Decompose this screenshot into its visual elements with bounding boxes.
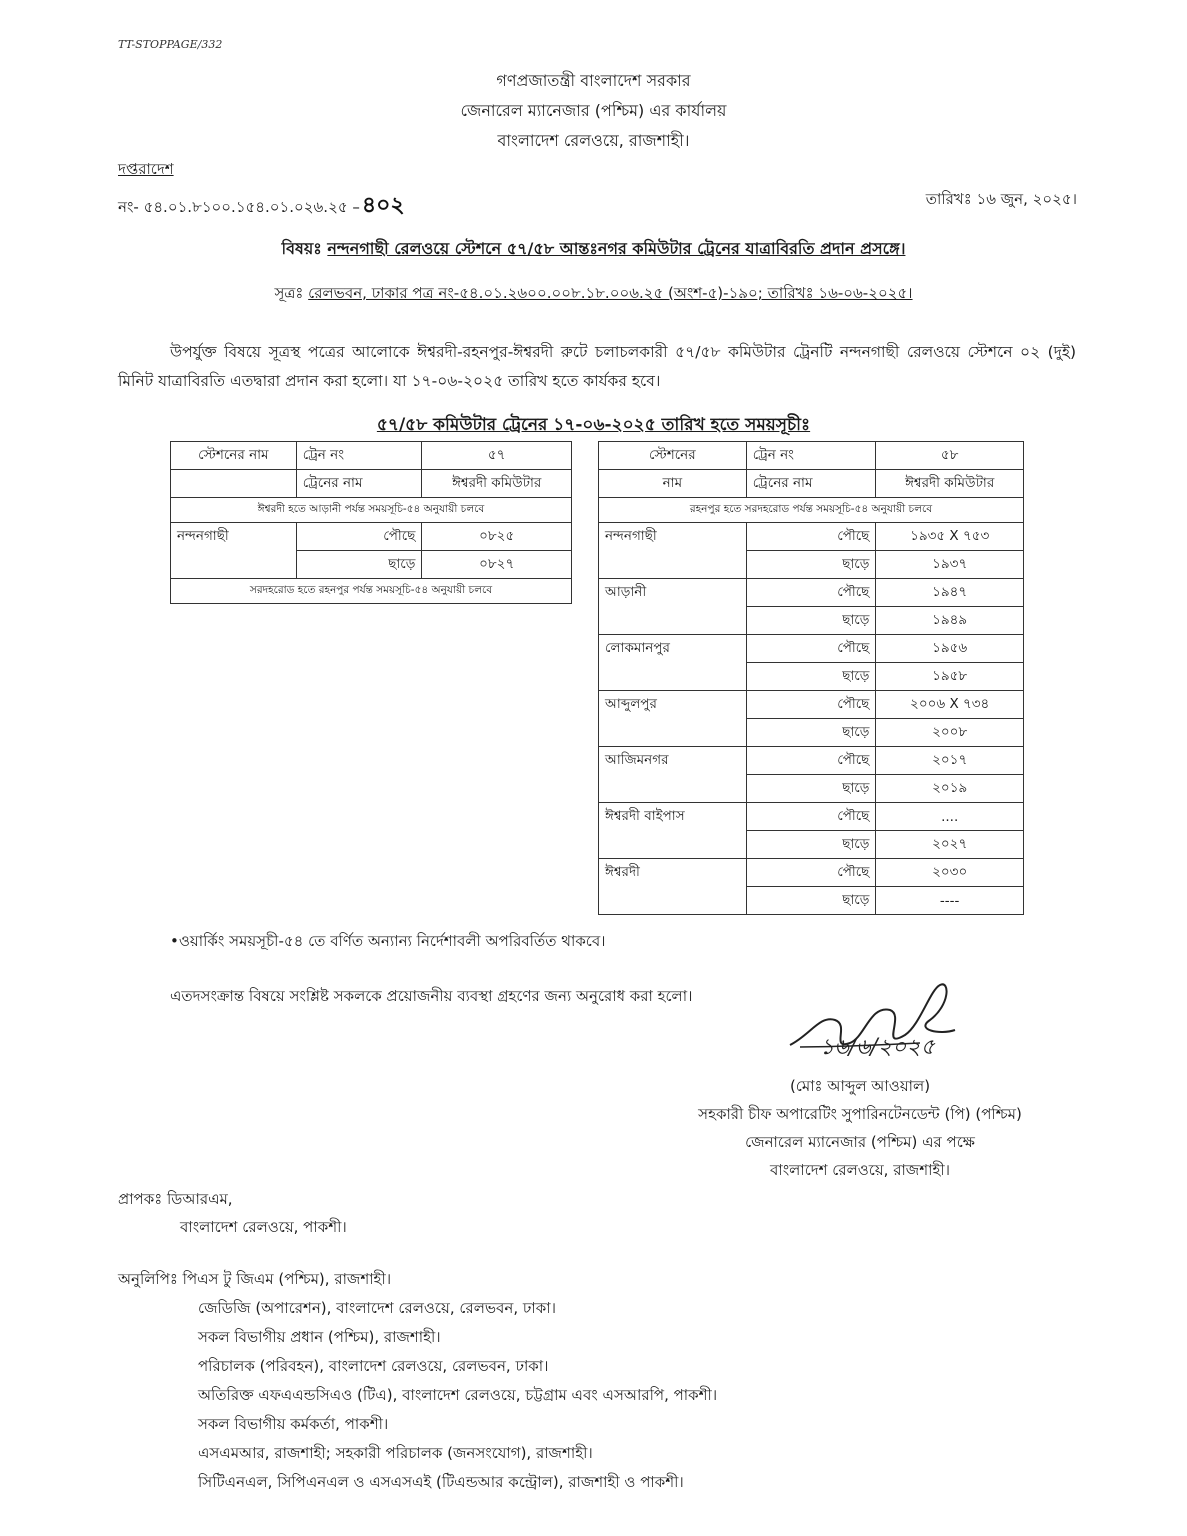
signature-date: ১৬/৬/২০২৫ (820, 1035, 935, 1060)
table-row (599, 523, 1024, 551)
arrival-time: ১৯৪৭ (876, 579, 1024, 607)
copy-to-first: অনুলিপিঃ পিএস টু জিএম (পশ্চিম), রাজশাহী। (118, 1270, 392, 1288)
departure-time: ২০০৮ (876, 719, 1024, 747)
header-office: জেনারেল ম্যানেজার (পশ্চিম) এর কার্যালয় (460, 101, 727, 120)
copy-to-line: সকল বিভাগীয় কর্মকর্তা, পাকশী। (198, 1415, 389, 1433)
copy-to-line: অতিরিক্ত এফএএন্ডসিএও (টিএ), বাংলাদেশ রেলওয়ে, চট্টগ্রাম এবং এসআরপি, পাকশী। (198, 1386, 718, 1404)
empty-cell (171, 470, 297, 498)
source-text: রেলভবন, ঢাকার পত্র নং-৫৪.০১.২৬০০.০০৮.১৮.০০৬.২৫ (অংশ-৫)-১৯০; তারিখঃ ১৬-০৬-২০২৫। (308, 284, 913, 302)
arrival-label: পৌছে (296, 523, 422, 551)
train-name-value: ঈশ্বরদী কমিউটার (876, 470, 1024, 498)
train-57-schedule-table (170, 441, 572, 604)
arrival-time: ১৯৩৫ X ৭৫৩ (876, 523, 1024, 551)
arrival-time: ০৮২৫ (422, 523, 572, 551)
arrival-label: পৌছে (746, 635, 876, 663)
table-row (599, 691, 1024, 719)
recipient-address: বাংলাদেশ রেলওয়ে, পাকশী। (180, 1218, 347, 1236)
table-row (599, 470, 1024, 498)
source-label: সূত্রঃ (274, 284, 304, 302)
station-name: আজিমনগর (599, 747, 747, 775)
train-no-value: ৫৮ (876, 442, 1024, 470)
table-row (599, 831, 1024, 859)
station-name: আব্দুলপুর (599, 691, 747, 719)
empty-cell (599, 719, 747, 747)
empty-cell (599, 663, 747, 691)
recipient-label: প্রাপকঃ ডিআরএম, (118, 1190, 233, 1208)
signer-organization: বাংলাদেশ রেলওয়ে, রাজশাহী। (770, 1161, 950, 1179)
route-note-top: ঈশ্বরদী হতে আড়ানী পর্যন্ত সময়সূচি-৫৪ অনুযায়ী চলবে (171, 498, 572, 523)
empty-cell (599, 551, 747, 579)
table-row (171, 579, 572, 604)
arrival-time: ২০০৬ X ৭৩৪ (876, 691, 1024, 719)
departure-time: ---- (876, 887, 1024, 915)
departure-label: ছাড়ে (746, 775, 876, 803)
table-row (599, 635, 1024, 663)
signer-title: সহকারী চীফ অপারেটিং সুপারিনটেনডেন্ট (পি) (পশ্চিম) (698, 1105, 1022, 1123)
header-train-no: ট্রেন নং (746, 442, 876, 470)
route-note-bottom: সরদহরোড হতে রহনপুর পর্যন্ত সময়সূচি-৫৪ অনুযায়ী চলবে (171, 579, 572, 604)
station-name: নন্দনগাছী (599, 523, 747, 551)
header-train-name: ট্রেনের নাম (296, 470, 422, 498)
train-name-value: ঈশ্বরদী কমিউটার (422, 470, 572, 498)
document-reference-code: TT-STOPPAGE/332 (118, 38, 223, 51)
working-schedule-note: •ওয়ার্কিং সময়সূচী-৫৪ তে বর্ণিত অন্যান্য নির্দেশাবলী অপরিবর্তিত থাকবে। (170, 932, 606, 950)
arrival-time: .... (876, 803, 1024, 831)
departure-label: ছাড়ে (746, 719, 876, 747)
source-reference (0, 282, 1187, 307)
table-row (171, 442, 572, 470)
table-row (599, 579, 1024, 607)
departure-label: ছাড়ে (746, 607, 876, 635)
station-name: নন্দনগাছী (171, 523, 297, 551)
departure-label: ছাড়ে (296, 551, 422, 579)
table-row (599, 498, 1024, 523)
memo-number-text: নং- ৫৪.০১.৮১০০.১৫৪.০১.০২৬.২৫ – (118, 198, 360, 216)
arrival-label: পৌছে (746, 523, 876, 551)
copy-to-line: জেডিজি (অপারেশন), বাংলাদেশ রেলওয়ে, রেলভবন, ঢাকা। (198, 1299, 556, 1317)
memo-number-handwritten: ৪০২ (361, 193, 405, 218)
arrival-label: পৌছে (746, 747, 876, 775)
table-row (599, 747, 1024, 775)
arrival-time: ১৯৫৬ (876, 635, 1024, 663)
empty-cell (171, 551, 297, 579)
table-row (599, 663, 1024, 691)
table-row (171, 498, 572, 523)
table-row (171, 523, 572, 551)
table-row (599, 442, 1024, 470)
header-station-name: স্টেশনের (599, 442, 747, 470)
office-order-label: দপ্তরাদেশ (118, 160, 174, 178)
departure-label: ছাড়ে (746, 551, 876, 579)
arrival-time: ২০৩০ (876, 859, 1024, 887)
table-row (599, 859, 1024, 887)
copy-to-line: পরিচালক (পরিবহন), বাংলাদেশ রেলওয়ে, রেলভবন, ঢাকা। (198, 1357, 549, 1375)
arrival-label: পৌছে (746, 803, 876, 831)
request-line: এতদসংক্রান্ত বিষয়ে সংশ্লিষ্ট সকলকে প্রয়োজনীয় ব্যবস্থা গ্রহণের জন্য অনুরোধ করা হলো। (170, 987, 693, 1005)
arrival-time: ২০১৭ (876, 747, 1024, 775)
subject-text: নন্দনগাছী রেলওয়ে স্টেশনে ৫৭/৫৮ আন্তঃনগর কমিউটার ট্রেনের যাত্রাবিরতি প্রদান প্রসঙ্গে। (327, 239, 906, 258)
header-government: গণপ্রজাতন্ত্রী বাংলাদেশ সরকার (496, 71, 691, 90)
table-row (171, 470, 572, 498)
station-name: লোকমানপুর (599, 635, 747, 663)
departure-time: ১৯৩৭ (876, 551, 1024, 579)
copy-to-line: এসএমআর, রাজশাহী; সহকারী পরিচালক (জনসংযোগ), রাজশাহী। (198, 1444, 593, 1462)
station-name: আড়ানী (599, 579, 747, 607)
arrival-label: পৌছে (746, 691, 876, 719)
empty-cell (599, 607, 747, 635)
signer-on-behalf: জেনারেল ম্যানেজার (পশ্চিম) এর পক্ষে (745, 1133, 975, 1151)
route-note-top: রহনপুর হতে সরদহরোড পর্যন্ত সময়সূচি-৫৪ অনুযায়ী চলবে (599, 498, 1024, 523)
table-row (599, 887, 1024, 915)
subject-line (0, 236, 1187, 263)
empty-cell (599, 887, 747, 915)
table-row (171, 551, 572, 579)
train-no-value: ৫৭ (422, 442, 572, 470)
table-row (599, 607, 1024, 635)
station-name: ঈশ্বরদী (599, 859, 747, 887)
header-train-name: ট্রেনের নাম (746, 470, 876, 498)
table-row (599, 719, 1024, 747)
departure-time: ২০১৯ (876, 775, 1024, 803)
header-organization: বাংলাদেশ রেলওয়ে, রাজশাহী। (497, 131, 690, 150)
copy-to-line: সিটিএনএল, সিপিএনএল ও এসএসএই (টিএন্ডআর কন্ট্রোল), রাজশাহী ও পাকশী। (198, 1473, 684, 1491)
table-row (599, 551, 1024, 579)
empty-cell (599, 831, 747, 859)
empty-cell (599, 775, 747, 803)
departure-label: ছাড়ে (746, 663, 876, 691)
signer-name: (মোঃ আব্দুল আওয়াল) (789, 1077, 931, 1095)
departure-label: ছাড়ে (746, 831, 876, 859)
arrival-label: পৌছে (746, 579, 876, 607)
subject-label: বিষয়ঃ (281, 239, 322, 258)
memo-date: তারিখঃ ১৬ জুন, ২০২৫। (925, 190, 1077, 208)
table-row (599, 775, 1024, 803)
departure-time: ১৯৪৯ (876, 607, 1024, 635)
table-row (599, 803, 1024, 831)
memo-number (118, 188, 405, 225)
train-58-schedule-table (598, 441, 1024, 915)
schedule-table-title: ৫৭/৫৮ কমিউটার ট্রেনের ১৭-০৬-২০২৫ তারিখ হতে সময়সূচীঃ (376, 415, 811, 435)
body-paragraph: উপর্যুক্ত বিষয়ে সূত্রস্থ পত্রের আলোকে ঈশ্বরদী-রহনপুর-ঈশ্বরদী রুটে চলাচলকারী ৫৭/৫৮ কমিউটার ট্রেনটি নন্দনগাছী রেলওয়ে স্টেশনে ০২ (দুই) মিনিট যাত্রাবিরতি এতদ্বারা প্রদান করা হলো। যা ১৭-০৬-২০২৫ তারিখ হতে কার্যকর হবে। (118, 343, 1076, 390)
header-train-no: ট্রেন নং (296, 442, 422, 470)
copy-to-line: সকল বিভাগীয় প্রধান (পশ্চিম), রাজশাহী। (198, 1328, 441, 1346)
header-name: নাম (599, 470, 747, 498)
arrival-label: পৌছে (746, 859, 876, 887)
departure-time: ০৮২৭ (422, 551, 572, 579)
header-station-name: স্টেশনের নাম (171, 442, 297, 470)
departure-time: ১৯৫৮ (876, 663, 1024, 691)
departure-label: ছাড়ে (746, 887, 876, 915)
station-name: ঈশ্বরদী বাইপাস (599, 803, 747, 831)
departure-time: ২০২৭ (876, 831, 1024, 859)
